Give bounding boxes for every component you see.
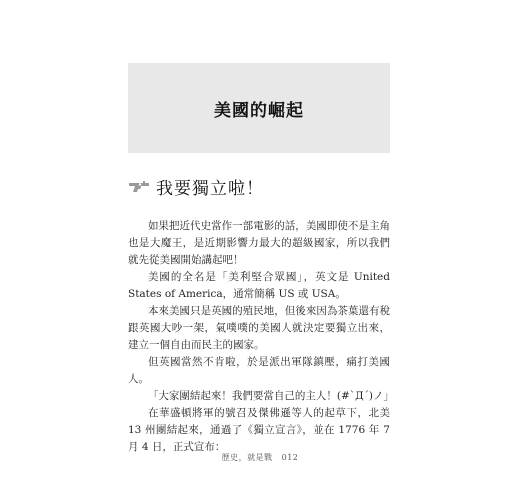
- page-number: 012: [281, 453, 299, 462]
- section-heading: [128, 172, 264, 200]
- page-footer: [0, 452, 520, 463]
- revolver-icon: [128, 179, 150, 193]
- paragraph: 在華盛頓將軍的號召及傑佛遜等人的起草下，北美 13 州團結起來，通過了《獨立宣言》，並在 1776 年 7 月 4 日，正式宣布：: [128, 407, 390, 453]
- book-title: 歷史，就是戰: [221, 453, 273, 462]
- paragraph: 美國的全名是「美利堅合眾國」，英文是 United States of America，通常簡稱 US 或 USA。: [128, 271, 390, 300]
- paragraph: 如果把近代史當作一部電影的話，美國即使不是主角也是大魔王，是近期影響力最大的超級國家，所以我們就先從美國開始講起吧！: [128, 220, 390, 266]
- chapter-title-box: [128, 63, 390, 153]
- body-text: [128, 218, 394, 456]
- section-title: 我要獨立啦！: [156, 178, 264, 199]
- paragraph: 「大家團結起來！我們要當自己的主人！(#`Д´)ノ」: [147, 390, 394, 402]
- paragraph: 但英國當然不肯啦，於是派出軍隊鎮壓，痛打美國人。: [128, 356, 390, 385]
- chapter-title: 美國的崛起: [214, 100, 304, 121]
- paragraph: 本來美國只是英國的殖民地，但後來因為茶葉還有稅跟英國大吵一架，氣噗噗的美國人就決定要獨立出來，建立一個自由而民主的國家。: [128, 305, 390, 351]
